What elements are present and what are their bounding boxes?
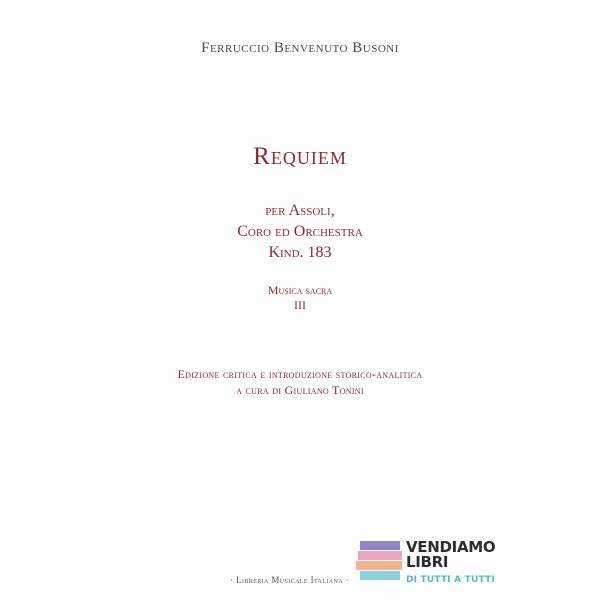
books-stack-icon	[356, 537, 404, 583]
edition-info	[0, 366, 600, 398]
publisher-name: · Libreria Musicale Italiana ·	[230, 575, 350, 585]
edition-line: Edizione critica e introduzione storico-analitica	[177, 367, 423, 381]
editor-line: a cura di Giuliano Tonini	[236, 383, 364, 397]
logo-line-1: VENDIAMO	[406, 538, 496, 556]
subtitle-line: Coro ed Orchestra	[237, 223, 363, 240]
logo-line-2: LIBRI	[406, 553, 449, 571]
subtitle-line: per Assoli,	[265, 202, 335, 219]
logo-tagline: DI TUTTI A TUTTI	[406, 575, 495, 585]
subtitle-line: Kind. 183	[268, 244, 332, 261]
series-info	[0, 283, 600, 313]
series-number: III	[294, 298, 306, 312]
book-title: Requiem	[253, 143, 347, 170]
vendiamo-libri-watermark	[356, 537, 506, 597]
series-name: Musica sacra	[267, 283, 333, 297]
author-name: Ferruccio Benvenuto Busoni	[201, 40, 399, 56]
logo-wordmark	[406, 540, 495, 570]
subtitle	[0, 200, 600, 263]
